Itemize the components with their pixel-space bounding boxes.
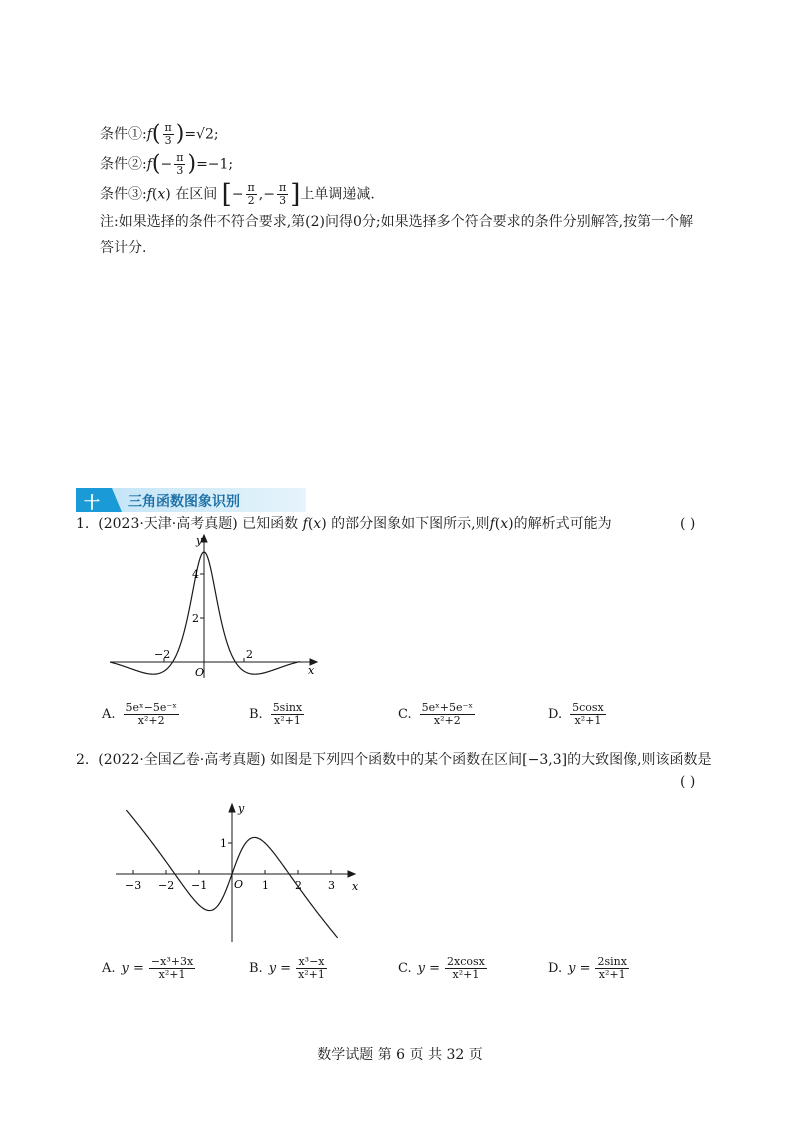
q1-number: 1. [76, 516, 90, 532]
q1-text-c: 的解析式可能为 [513, 516, 612, 532]
condition-3-label: 条件③: [100, 186, 147, 203]
q2-option-b[interactable] [249, 956, 329, 981]
q1-text-b: 的部分图象如下图所示,则 [331, 516, 490, 532]
q2-x-tick-label: −1 [191, 879, 208, 892]
q1-option-b-fraction: $\frac{5\sin x}{\text{x²+1}}$ [272, 701, 303, 727]
section-number: 十 [84, 493, 101, 512]
q2-origin: O [234, 878, 244, 891]
q2-option-d[interactable] [548, 956, 631, 981]
q2-option-a[interactable] [102, 956, 197, 981]
q2-x-tick-label: 1 [262, 879, 269, 892]
condition-3-tail: 上单调递减. [300, 186, 375, 203]
q1-source: (2023·天津·高考真题) [98, 516, 238, 532]
q2-x-tick-label: −3 [125, 879, 142, 892]
q1-option-a[interactable] [102, 702, 181, 727]
q2-option-d-fraction: $\frac{2\sin x}{\text{x²+1}}$ [597, 955, 627, 981]
q2-graph [112, 798, 364, 948]
q2-option-c-fraction: $\frac{2xcosx}{\text{x²+1}}$ [447, 955, 485, 981]
q2-text-a: 如图是下列四个函数中的某个函数在区间 [270, 752, 523, 768]
q1-option-d[interactable] [548, 702, 608, 727]
q1-option-d-fraction: $\frac{5\cos x}{\text{x²+1}}$ [572, 701, 604, 727]
q1-tick-label-y4: 4 [192, 568, 199, 581]
q1-option-c-fraction: $\frac{\text{5eˣ+5e⁻ˣ}}{\text{x²+2}}$ [421, 701, 473, 727]
q1-origin: O [195, 666, 205, 679]
q1-x-label: x [308, 664, 315, 677]
q2-option-b-fraction: $\frac{\text{x³−x}}{\text{x²+1}}$ [298, 955, 325, 981]
q2-option-a-pre: y = [121, 960, 144, 976]
condition-1-label: 条件①: [100, 126, 147, 143]
q1-option-d-label: D. [548, 706, 563, 722]
q2-x-tick-label: −2 [158, 879, 175, 892]
q2-tick-label-y1: 1 [220, 837, 227, 850]
q2-y-arrow [229, 804, 235, 812]
page-footer: 数学试题 第 6 页 共 32 页 [317, 1047, 483, 1063]
q2-x-tick-label: 3 [328, 879, 335, 892]
q2-y-label: y [238, 802, 245, 815]
note-line-1: 注:如果选择的条件不符合要求,第(2)问得0分;如果选择多个符合要求的条件分别解答,按第一个解 [100, 214, 694, 230]
q2-option-a-fraction: $\frac{\text{−x³+3x}}{\text{x²+1}}$ [150, 955, 194, 981]
condition-1-fraction: $\frac{\pi}{3}$ [164, 121, 172, 147]
q1-tick-label-x2: 2 [246, 648, 253, 661]
section-header [76, 488, 306, 512]
condition-2-label: 条件②: [100, 156, 147, 173]
q2-option-c-label: C. [398, 960, 412, 976]
q1-option-b-label: B. [249, 706, 263, 722]
q2-option-b-label: B. [249, 960, 263, 976]
q1-y-label: y [196, 534, 203, 547]
q2-source: (2022·全国乙卷·高考真题) [98, 752, 266, 768]
q2-number: 2. [76, 752, 90, 768]
q1-option-a-fraction: $\frac{\text{5eˣ−5e⁻ˣ}}{\text{x²+2}}$ [125, 701, 177, 727]
note-line-2: 答计分. [100, 240, 147, 256]
condition-3: 条件③:f(x) 在区间 [− $\frac{\pi}{2}$ ,− $\frac{\pi}{3}$ ]上单调递减. [100, 179, 375, 210]
condition-1-tail: =√2; [184, 126, 219, 143]
q1-option-c[interactable] [398, 702, 477, 727]
section-title: 三角函数图象识别 [128, 494, 240, 510]
condition-2-tail: =−1; [196, 156, 234, 173]
q1-tick-label-y2: 2 [192, 612, 199, 625]
q2-x-arrow [348, 871, 355, 877]
q2-option-d-pre: y = [568, 960, 591, 976]
q2-option-a-label: A. [102, 960, 116, 976]
q2-stem [76, 750, 712, 770]
q2-x-tick-label: 2 [295, 879, 302, 892]
q2-interval: [−3,3] [522, 752, 568, 768]
q1-tick-label-xm2: −2 [154, 648, 171, 661]
q2-x-label: x [352, 880, 359, 893]
q1-text-a: 已知函数 [242, 516, 299, 532]
q2-text-b: 的大致图像,则该函数是 [567, 752, 712, 768]
condition-1: 条件①:f( $\frac{\pi}{3}$ )=√2; [100, 121, 219, 147]
q2-option-b-pre: y = [268, 960, 292, 976]
q1-curve [110, 552, 300, 674]
q1-option-b[interactable] [249, 702, 306, 727]
q1-option-a-label: A. [102, 706, 116, 722]
q1-option-c-label: C. [398, 706, 412, 722]
q1-answer-paren: ( ) [680, 516, 696, 532]
condition-3-mid: 在区间 [175, 186, 218, 203]
q2-option-d-label: D. [548, 960, 563, 976]
condition-2: 条件②:f(− $\frac{\pi}{3}$ )=−1; [100, 151, 234, 177]
q1-graph [110, 532, 322, 680]
condition-2-fraction: $\frac{\pi}{3}$ [176, 151, 184, 177]
q1-stem: 1. (2023·天津·高考真题) 已知函数 f(x) 的部分图象如下图所示,则f(x)的解析式可能为 [76, 516, 612, 532]
q2-answer-paren: ( ) [680, 774, 696, 790]
q2-option-c-pre: y = [417, 960, 440, 976]
q2-option-c[interactable] [398, 956, 489, 981]
